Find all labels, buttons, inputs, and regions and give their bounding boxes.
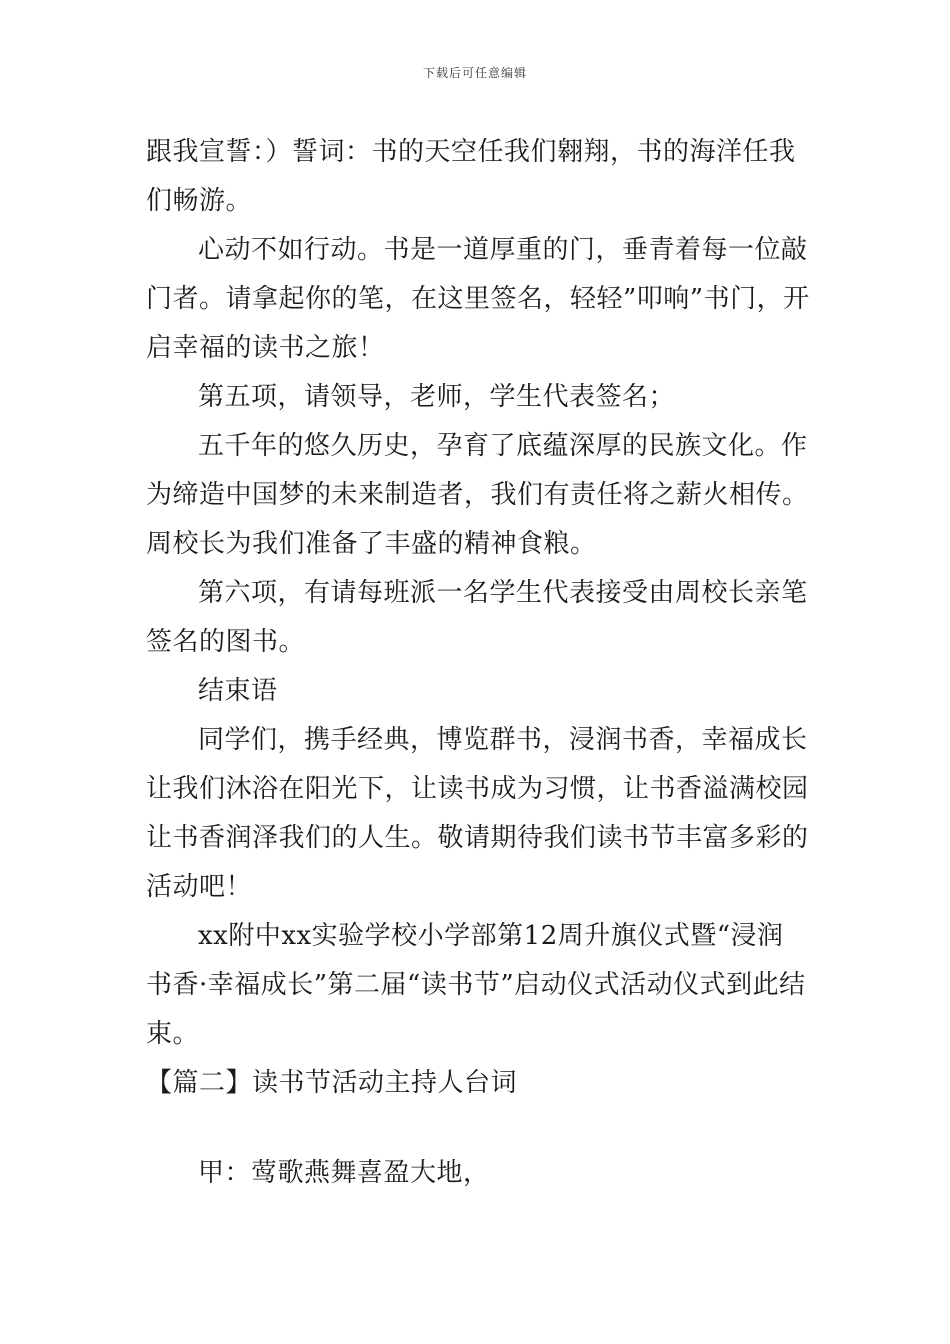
- paragraph-closing: 同学们，携手经典，博览群书，浸润书香，幸福成长让我们沐浴在阳光下，让读书成为习惯，让书香溢满校园让书香润泽我们的人生。敬请期待我们读书节丰富多彩的活动吧！: [146, 725, 809, 902]
- section-heading-closing: 结束语: [198, 676, 278, 706]
- paragraph-item-five: 第五项，请领导，老师，学生代表签名；: [198, 382, 676, 412]
- paragraph-oath: 跟我宣誓：）誓词：书的天空任我们翱翔，书的海洋任我们畅游。: [146, 137, 796, 216]
- paragraph-item-six: 第六项，有请每班派一名学生代表接受由周校长亲笔签名的图书。: [146, 578, 808, 657]
- paragraph-action: 心动不如行动。书是一道厚重的门，垂青着每一位敲门者。请拿起你的笔，在这里签名，轻轻”叩响”书门，开启幸福的读书之旅！: [146, 235, 810, 363]
- section-title-part-two: 【篇二】读书节活动主持人台词: [146, 1068, 518, 1098]
- paragraph-history: 五千年的悠久历史，孕育了底蕴深厚的民族文化。作为缔造中国梦的未来制造者，我们有责任将之薪火相传。周校长为我们准备了丰盛的精神食粮。: [146, 431, 809, 559]
- page-header: 下载后可任意编辑: [422, 66, 527, 80]
- document-body: [146, 128, 810, 1198]
- paragraph-conclusion: xx附中xx实验学校小学部第12周升旗仪式暨“浸润书香·幸福成长”第二届“读书节”启动仪式活动仪式到此结束。: [146, 921, 806, 1049]
- paragraph-host-line: 甲：莺歌燕舞喜盈大地，: [198, 1158, 490, 1188]
